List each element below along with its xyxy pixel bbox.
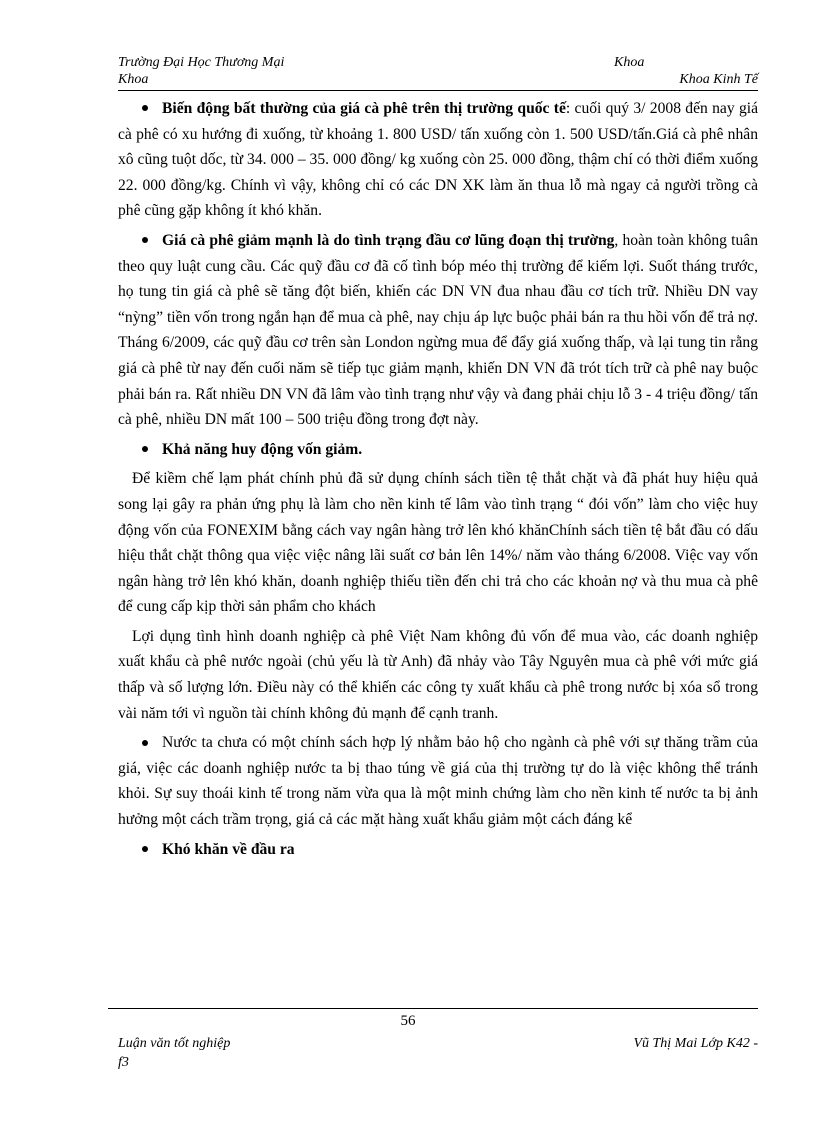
footer-class-suffix: f3 (118, 1055, 129, 1070)
bullet-icon (142, 105, 148, 111)
document-body (118, 96, 758, 866)
paragraph-speculation (118, 228, 758, 433)
paragraph-heading: Giá cà phê giảm mạnh là do tình trạng đầu cơ lũng đoạn thị trường (162, 231, 615, 249)
paragraph-text: Nước ta chưa có một chính sách hợp lý nhằm bảo hộ cho ngành cà phê với sự thăng trầm của giá, việc các doanh nghiệp nước ta bị thao túng về giá của thị trường tự do là việc không thể tránh khỏi. Sự suy thoái kinh tế trong năm vừa qua là một minh chứng làm cho nền kinh tế nước ta bị ảnh hưởng một cách trầm trọng, giá cả các mặt hàng xuất khẩu giảm một cách đáng kể (118, 734, 758, 829)
heading-output (118, 837, 758, 863)
paragraph-inflation: Để kiềm chế lạm phát chính phủ đã sử dụng chính sách tiền tệ thắt chặt và đã phát huy hiệu quả song lại gây ra phản ứng phụ là làm cho nền kinh tế lâm vào tình trạng “ đói vốn” làm cho việc huy động vốn của FONEXIM bằng cách vay ngân hàng trở lên khó khănChính sách tiền tệ bắt đầu có dấu hiệu thắt chặt thông qua việc việc nâng lãi suất cơ bản lên 14%/ năm vào tháng 6/2008. Việc vay vốn ngân hàng trở lên khó khăn, doanh nghiệp thiếu tiền đến chi trả cho các khoản nợ và thu mua cà phê để cung cấp kịp thời sản phẩm cho khách (118, 470, 758, 616)
bullet-icon (142, 446, 148, 452)
paragraph-text: : cuối quý 3/ 2008 đến nay giá cà phê có xu hướng đi xuống, từ khoảng 1. 800 USD/ tấn xuống còn 1. 500 USD/tấn.Giá cà phê nhân xô cũng tuột dốc, từ 34. 000 – 35. 000 đồng/ kg xuống còn 25. 000 đồng, thậm chí có thời điểm xuống 22. 000 đồng/kg. Chính vì vậy, không chỉ có các DN XK làm ăn thua lỗ mà ngay cả người trồng cà phê cũng gặp không ít khó khăn. (118, 100, 758, 220)
section-heading: Khó khăn về đầu ra (162, 840, 295, 858)
footer-thesis-label: Luận văn tốt nghiệp (118, 1036, 231, 1051)
bullet-icon (142, 740, 148, 746)
heading-capital (118, 437, 758, 463)
header-row-1 (118, 55, 758, 73)
footer-divider (108, 1008, 758, 1009)
page-number: 56 (400, 1013, 416, 1029)
paragraph-heading: Biến động bất thường của giá cà phê trên thị trường quốc tế (162, 100, 566, 117)
header-department: Khoa Kinh Tế (679, 72, 758, 87)
paragraph-policy (118, 730, 758, 832)
paragraph-foreign-exporters: Lợi dụng tình hình doanh nghiệp cà phê Việt Nam không đủ vốn để mua vào, các doanh nghiệp xuất khẩu cà phê nước ngoài (chủ yếu là từ Anh) đã nhảy vào Tây Nguyên mua cà phê với mức giá thấp và số lượng lớn. Điều này có thể khiến các công ty xuất khẩu cà phê trong nước bị xóa sổ trong vài năm tới vì nguồn tài chính không đủ mạnh để cạnh tranh. (118, 627, 758, 722)
bullet-icon (142, 237, 148, 243)
bullet-icon (142, 846, 148, 852)
paragraph-text: , hoàn toàn không tuân theo quy luật cung cầu. Các quỹ đầu cơ đã cố tình bóp méo thị trường để kiếm lợi. Suốt tháng trước, họ tung tin giá cà phê sẽ tăng đột biến, khiến các DN VN đua nhau đầu cơ tích trữ. Nhiều DN vay “nỳng” tiền vốn trong ngắn hạn để mua cà phê, nay chịu áp lực buộc phải bán ra thu hồi vốn để trả nợ. Tháng 6/2009, các quỹ đầu cơ trên sàn London ngừng mua để đẩy giá xuống thấp, và lại tung tin rằng giá cà phê từ nay đến cuối năm sẽ tiếp tục giảm mạnh, khiến DN VN đã trót tích trữ cà phê nay buộc phải bán ra. Rất nhiều DN VN đã lâm vào tình trạng như vậy và đang phải chịu lỗ 3 - 4 triệu đồng/ tấn cà phê, nhiều DN mất 100 – 500 triệu đồng trong đợt này. (118, 231, 758, 429)
header-faculty: Khoa (614, 55, 645, 70)
footer-author: Vũ Thị Mai Lớp K42 - (633, 1036, 758, 1051)
header-divider (118, 90, 758, 91)
header-faculty-2: Khoa (118, 72, 149, 87)
paragraph-price-volatility (118, 96, 758, 224)
header-university: Trường Đại Học Thương Mại (118, 55, 285, 70)
section-heading: Khả năng huy động vốn giảm. (162, 440, 363, 458)
header-row-2 (118, 72, 758, 90)
